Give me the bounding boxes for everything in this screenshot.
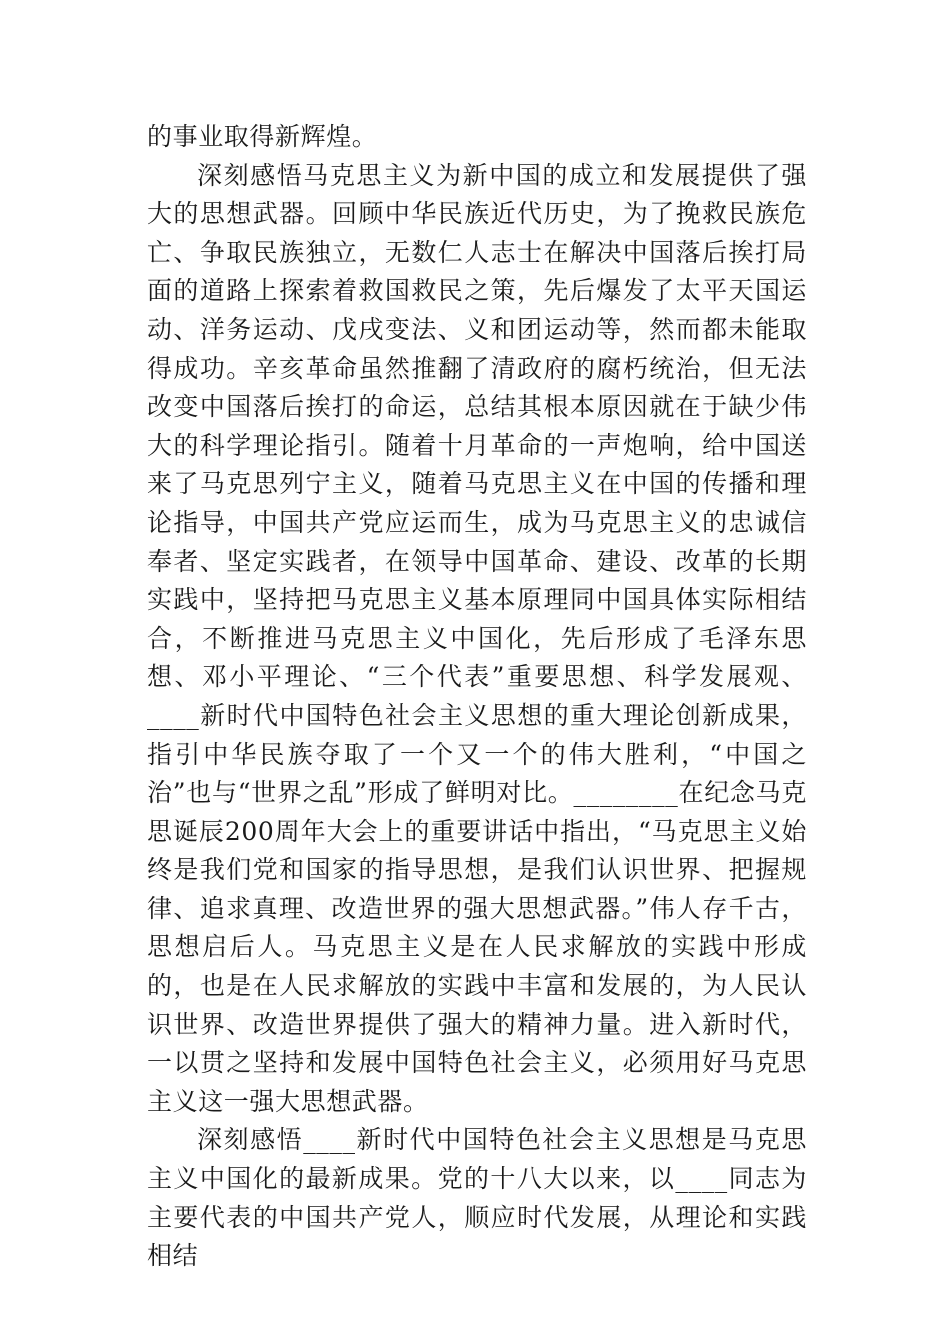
paragraph-latest-achievement: 深刻感悟____新时代中国特色社会主义思想是马克思主义中国化的最新成果。党的十八大以来，以____同志为主要代表的中国共产党人，顺应时代发展，从理论和实践相结	[147, 1125, 807, 1271]
document-body	[147, 118, 807, 1276]
paragraph-marxism-weapon: 深刻感悟马克思主义为新中国的成立和发展提供了强大的思想武器。回顾中华民族近代历史，为了挽救民族危亡、争取民族独立，无数仁人志士在解决中国落后挨打局面的道路上探索着救国救民之策，先后爆发了太平天国运动、洋务运动、戊戌变法、义和团运动等，然而都未能取得成功。辛亥革命虽然推翻了清政府的腐朽统治，但无法改变中国落后挨打的命运，总结其根本原因就在于缺少伟大的科学理论指引。随着十月革命的一声炮响，给中国送来了马克思列宁主义，随着马克思主义在中国的传播和理论指导，中国共产党应运而生，成为马克思主义的忠诚信奉者、坚定实践者，在领导中国革命、建设、改革的长期实践中，坚持把马克思主义基本原理同中国具体实际相结合，不断推进马克思主义中国化，先后形成了毛泽东思想、邓小平理论、“三个代表”重要思想、科学发展观、____新时代中国特色社会主义思想的重大理论创新成果，指引中华民族夺取了一个又一个的伟大胜利，“中国之治”也与“世界之乱”形成了鲜明对比。________在纪念马克思诞辰200周年大会上的重要讲话中指出，“马克思主义始终是我们党和国家的指导思想，是我们认识世界、把握规律、追求真理、改造世界的强大思想武器。”伟人存千古，思想启后人。马克思主义是在人民求解放的实践中形成的，也是在人民求解放的实践中丰富和发展的，为人民认识世界、改造世界提供了强大的精神力量。进入新时代，一以贯之坚持和发展中国特色社会主义，必须用好马克思主义这一强大思想武器。	[147, 160, 807, 1116]
paragraph-continuation: 的事业取得新辉煌。	[147, 122, 378, 151]
